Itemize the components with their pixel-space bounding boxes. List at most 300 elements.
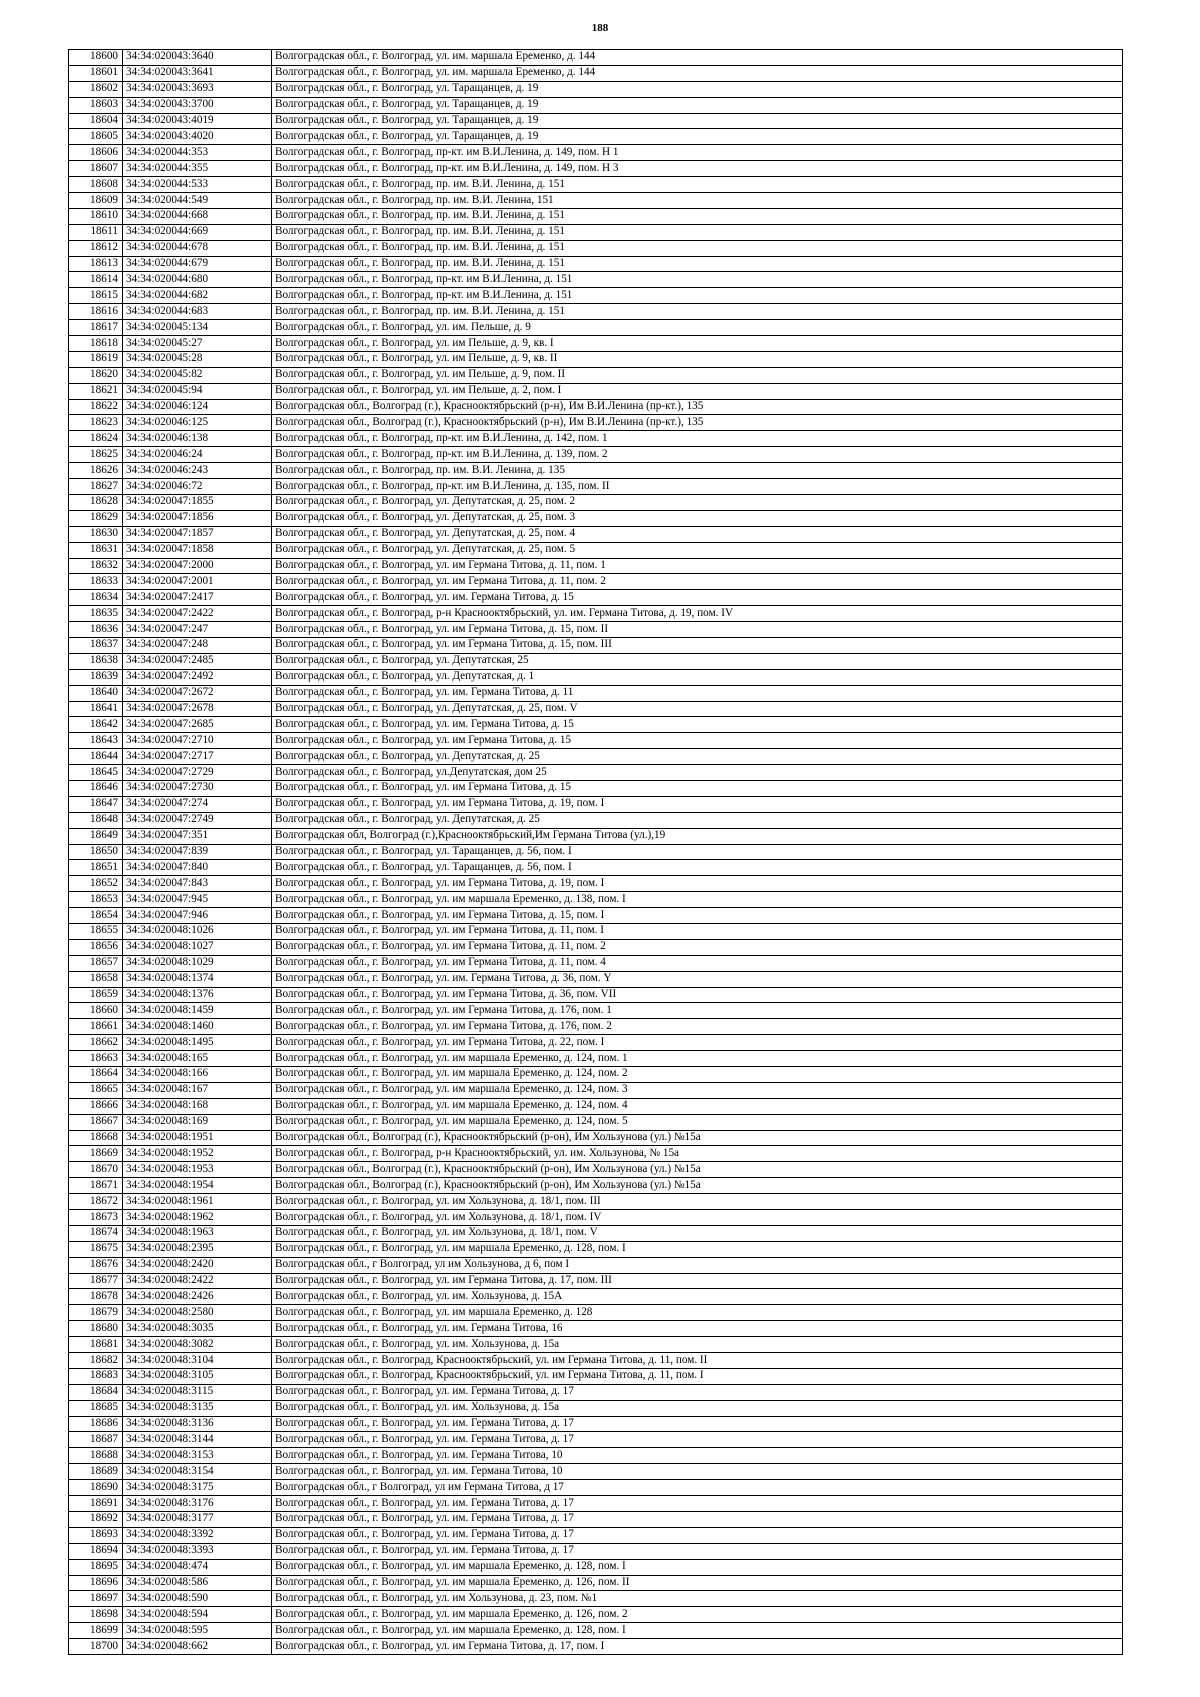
row-number: 18632: [69, 558, 123, 574]
row-number: 18649: [69, 828, 123, 844]
address: Волгоградская обл., г. Волгоград, ул. им маршала Еременко, д. 128, пом. I: [272, 1241, 1123, 1257]
address: Волгоградская обл., г. Волгоград, пр. им. В.И. Ленина, д. 151: [272, 256, 1123, 272]
row-number: 18638: [69, 653, 123, 669]
row-number: 18670: [69, 1162, 123, 1178]
table-row: [69, 1003, 1123, 1019]
cadastral-number: 34:34:020046:124: [123, 399, 272, 415]
cadastral-number: 34:34:020043:3693: [123, 81, 272, 97]
cadastral-number: 34:34:020047:945: [123, 892, 272, 908]
address: Волгоградская обл., г. Волгоград, ул. им маршала Еременко, д. 124, пом. 3: [272, 1082, 1123, 1098]
cadastral-number: 34:34:020048:662: [123, 1639, 272, 1655]
address: Волгоградская обл., г. Волгоград, ул. Таращанцев, д. 56, пом. I: [272, 860, 1123, 876]
address: Волгоградская обл., г. Волгоград, ул. им Хользунова, д. 18/1, пом. III: [272, 1194, 1123, 1210]
address: Волгоградская обл., г. Волгоград, Краснооктябрьский, ул. им Германа Титова, д. 11, пом. II: [272, 1353, 1123, 1369]
cadastral-number: 34:34:020048:1961: [123, 1194, 272, 1210]
address: Волгоградская обл., г. Волгоград, ул. Депутатская, д. 25, пом. 2: [272, 494, 1123, 510]
address: Волгоградская обл., г Волгоград, ул им Германа Титова, д 17: [272, 1480, 1123, 1496]
address: Волгоградская обл., г. Волгоград, ул. им Германа Титова, д. 11, пом. I: [272, 923, 1123, 939]
address: Волгоградская обл., Волгоград (г.), Краснооктябрьский (р-н), Им В.И.Ленина (пр-кт.), 135: [272, 399, 1123, 415]
table-row: [69, 1098, 1123, 1114]
cadastral-number: 34:34:020047:2422: [123, 606, 272, 622]
row-number: 18674: [69, 1225, 123, 1241]
table-row: [69, 1082, 1123, 1098]
cadastral-number: 34:34:020047:1856: [123, 510, 272, 526]
cadastral-number: 34:34:020048:2426: [123, 1289, 272, 1305]
table-row: [69, 177, 1123, 193]
address: Волгоградская обл., г. Волгоград, ул. им Германа Титова, д. 176, пом. 1: [272, 1003, 1123, 1019]
cadastral-number: 34:34:020048:1952: [123, 1146, 272, 1162]
address: Волгоградская обл., г. Волгоград, ул. им Германа Титова, д. 22, пом. I: [272, 1035, 1123, 1051]
table-row: [69, 828, 1123, 844]
table-row: [69, 367, 1123, 383]
row-number: 18685: [69, 1400, 123, 1416]
address: Волгоградская обл., г. Волгоград, ул. им Германа Титова, д. 15: [272, 733, 1123, 749]
address: Волгоградская обл., г. Волгоград, ул.Депутатская, дом 25: [272, 765, 1123, 781]
table-row: [69, 1194, 1123, 1210]
row-number: 18692: [69, 1511, 123, 1527]
table-row: [69, 145, 1123, 161]
table-row: [69, 574, 1123, 590]
cadastral-number: 34:34:020047:351: [123, 828, 272, 844]
table-row: [69, 193, 1123, 209]
address: Волгоградская обл., г. Волгоград, ул. Таращанцев, д. 19: [272, 113, 1123, 129]
address: Волгоградская обл., г. Волгоград, ул. им Германа Титова, д. 17, пом. I: [272, 1639, 1123, 1655]
cadastral-number: 34:34:020048:1027: [123, 939, 272, 955]
cadastral-number: 34:34:020045:94: [123, 383, 272, 399]
cadastral-number: 34:34:020043:3700: [123, 97, 272, 113]
cadastral-number: 34:34:020048:3154: [123, 1464, 272, 1480]
row-number: 18635: [69, 606, 123, 622]
cadastral-number: 34:34:020048:1951: [123, 1130, 272, 1146]
address: Волгоградская обл., г. Волгоград, пр. им. В.И. Ленина, д. 151: [272, 177, 1123, 193]
row-number: 18618: [69, 336, 123, 352]
address: Волгоградская обл., г. Волгоград, пр. им. В.И. Ленина, д. 135: [272, 463, 1123, 479]
row-number: 18675: [69, 1241, 123, 1257]
cadastral-number: 34:34:020046:24: [123, 447, 272, 463]
address: Волгоградская обл., г. Волгоград, ул. им. Германа Титова, д. 15: [272, 717, 1123, 733]
cadastral-number: 34:34:020048:586: [123, 1575, 272, 1591]
row-number: 18695: [69, 1559, 123, 1575]
row-number: 18671: [69, 1178, 123, 1194]
table-row: [69, 97, 1123, 113]
row-number: 18608: [69, 177, 123, 193]
table-row: [69, 1067, 1123, 1083]
table-row: [69, 1639, 1123, 1655]
row-number: 18651: [69, 860, 123, 876]
table-row: [69, 415, 1123, 431]
cadastral-number: 34:34:020047:946: [123, 908, 272, 924]
row-number: 18637: [69, 637, 123, 653]
row-number: 18642: [69, 717, 123, 733]
address: Волгоградская обл., г. Волгоград, ул. Таращанцев, д. 56, пом. I: [272, 844, 1123, 860]
row-number: 18658: [69, 971, 123, 987]
address: Волгоградская обл., г. Волгоград, ул. им маршала Еременко, д. 124, пом. 5: [272, 1114, 1123, 1130]
table-row: [69, 669, 1123, 685]
table-row: [69, 812, 1123, 828]
table-row: [69, 876, 1123, 892]
table-row: [69, 1464, 1123, 1480]
row-number: 18693: [69, 1527, 123, 1543]
table-row: [69, 1416, 1123, 1432]
address: Волгоградская обл., г. Волгоград, ул. им. Германа Титова, д. 17: [272, 1432, 1123, 1448]
table-row: [69, 622, 1123, 638]
row-number: 18659: [69, 987, 123, 1003]
row-number: 18645: [69, 765, 123, 781]
table-row: [69, 479, 1123, 495]
table-row: [69, 1035, 1123, 1051]
cadastral-number: 34:34:020048:166: [123, 1067, 272, 1083]
row-number: 18682: [69, 1353, 123, 1369]
row-number: 18676: [69, 1257, 123, 1273]
table-row: [69, 701, 1123, 717]
address: Волгоградская обл., г. Волгоград, ул. им. Хользунова, д. 15а: [272, 1337, 1123, 1353]
cadastral-number: 34:34:020047:2749: [123, 812, 272, 828]
cadastral-number: 34:34:020048:3175: [123, 1480, 272, 1496]
cadastral-number: 34:34:020047:274: [123, 796, 272, 812]
address: Волгоградская обл., г. Волгоград, ул. им. Германа Титова, д. 17: [272, 1416, 1123, 1432]
row-number: 18686: [69, 1416, 123, 1432]
table-row: [69, 1543, 1123, 1559]
address: Волгоградская обл., г. Волгоград, ул. им. Хользунова, д. 15а: [272, 1400, 1123, 1416]
address: Волгоградская обл., г. Волгоград, пр-кт. им В.И.Ленина, д. 149, пом. Н 1: [272, 145, 1123, 161]
table-row: [69, 1432, 1123, 1448]
address: Волгоградская обл., г. Волгоград, ул. им. Германа Титова, 10: [272, 1464, 1123, 1480]
address: Волгоградская обл., г. Волгоград, ул. им Германа Титова, д. 15, пом. III: [272, 637, 1123, 653]
row-number: 18673: [69, 1210, 123, 1226]
cadastral-number: 34:34:020046:138: [123, 431, 272, 447]
table-row: [69, 129, 1123, 145]
address: Волгоградская обл., г. Волгоград, ул. им Германа Титова, д. 15, пом. II: [272, 622, 1123, 638]
cadastral-number: 34:34:020045:134: [123, 320, 272, 336]
address: Волгоградская обл., г. Волгоград, ул. Депутатская, д. 25: [272, 749, 1123, 765]
table-row: [69, 939, 1123, 955]
address: Волгоградская обл., г. Волгоград, ул. Депутатская, д. 25, пом. 3: [272, 510, 1123, 526]
address: Волгоградская обл., г. Волгоград, ул. им. Хользунова, д. 15А: [272, 1289, 1123, 1305]
address: Волгоградская обл., г. Волгоград, р-н Краснооктябрьский, ул. им. Германа Титова, д. 19, пом. IV: [272, 606, 1123, 622]
cadastral-number: 34:34:020045:82: [123, 367, 272, 383]
address: Волгоградская обл., г. Волгоград, ул. Депутатская, 25: [272, 653, 1123, 669]
table-row: [69, 1337, 1123, 1353]
row-number: 18605: [69, 129, 123, 145]
address: Волгоградская обл., г. Волгоград, р-н Краснооктябрьский, ул. им. Хользунова, № 15а: [272, 1146, 1123, 1162]
cadastral-number: 34:34:020048:1029: [123, 955, 272, 971]
address: Волгоградская обл., г. Волгоград, ул. им маршала Еременко, д. 124, пом. 2: [272, 1067, 1123, 1083]
address: Волгоградская обл., г. Волгоград, ул. Депутатская, д. 25, пом. 5: [272, 542, 1123, 558]
table-row: [69, 208, 1123, 224]
row-number: 18639: [69, 669, 123, 685]
row-number: 18666: [69, 1098, 123, 1114]
cadastral-number: 34:34:020048:3177: [123, 1511, 272, 1527]
row-number: 18631: [69, 542, 123, 558]
row-number: 18679: [69, 1305, 123, 1321]
cadastral-number: 34:34:020047:1858: [123, 542, 272, 558]
table-row: [69, 1146, 1123, 1162]
table-row: [69, 749, 1123, 765]
cadastral-number: 34:34:020047:2492: [123, 669, 272, 685]
cadastral-number: 34:34:020048:3104: [123, 1353, 272, 1369]
table-row: [69, 844, 1123, 860]
row-number: 18641: [69, 701, 123, 717]
table-row: [69, 113, 1123, 129]
cadastral-number: 34:34:020045:28: [123, 351, 272, 367]
address: Волгоградская обл., г. Волгоград, ул. им. Германа Титова, д. 17: [272, 1496, 1123, 1512]
table-row: [69, 1321, 1123, 1337]
cadastral-number: 34:34:020046:72: [123, 479, 272, 495]
row-number: 18669: [69, 1146, 123, 1162]
table-row: [69, 971, 1123, 987]
address: Волгоградская обл., Волгоград (г.), Краснооктябрьский (р-н), Им В.И.Ленина (пр-кт.), 135: [272, 415, 1123, 431]
row-number: 18664: [69, 1067, 123, 1083]
row-number: 18611: [69, 224, 123, 240]
address: Волгоградская обл., г. Волгоград, пр. им. В.И. Ленина, д. 151: [272, 208, 1123, 224]
cadastral-number: 34:34:020045:27: [123, 336, 272, 352]
registry-body: [69, 50, 1123, 1655]
row-number: 18667: [69, 1114, 123, 1130]
table-row: [69, 1448, 1123, 1464]
table-row: [69, 542, 1123, 558]
table-row: [69, 1289, 1123, 1305]
row-number: 18661: [69, 1019, 123, 1035]
row-number: 18604: [69, 113, 123, 129]
cadastral-number: 34:34:020048:3392: [123, 1527, 272, 1543]
address: Волгоградская обл., г. Волгоград, ул. им Пельше, д. 2, пом. I: [272, 383, 1123, 399]
cadastral-number: 34:34:020044:678: [123, 240, 272, 256]
cadastral-number: 34:34:020047:2678: [123, 701, 272, 717]
table-row: [69, 1130, 1123, 1146]
cadastral-number: 34:34:020048:595: [123, 1623, 272, 1639]
address: Волгоградская обл., г. Волгоград, ул. Таращанцев, д. 19: [272, 81, 1123, 97]
table-row: [69, 1496, 1123, 1512]
cadastral-number: 34:34:020048:3393: [123, 1543, 272, 1559]
table-row: [69, 494, 1123, 510]
row-number: 18690: [69, 1480, 123, 1496]
cadastral-number: 34:34:020048:2422: [123, 1273, 272, 1289]
row-number: 18700: [69, 1639, 123, 1655]
address: Волгоградская обл., г. Волгоград, ул. им Пельше, д. 9, пом. II: [272, 367, 1123, 383]
cadastral-number: 34:34:020048:590: [123, 1591, 272, 1607]
row-number: 18624: [69, 431, 123, 447]
row-number: 18647: [69, 796, 123, 812]
address: Волгоградская обл., г. Волгоград, ул. им Германа Титова, д. 17, пом. III: [272, 1273, 1123, 1289]
cadastral-number: 34:34:020048:1374: [123, 971, 272, 987]
table-row: [69, 1559, 1123, 1575]
address: Волгоградская обл., г. Волгоград, ул. им. Германа Титова, д. 11: [272, 685, 1123, 701]
address: Волгоградская обл., г. Волгоград, ул. Депутатская, д. 25: [272, 812, 1123, 828]
table-row: [69, 431, 1123, 447]
row-number: 18633: [69, 574, 123, 590]
address: Волгоградская обл., г. Волгоград, ул. им Германа Титова, д. 176, пом. 2: [272, 1019, 1123, 1035]
cadastral-number: 34:34:020047:840: [123, 860, 272, 876]
row-number: 18687: [69, 1432, 123, 1448]
address: Волгоградская обл., г. Волгоград, ул. им Хользунова, д. 18/1, пом. IV: [272, 1210, 1123, 1226]
table-row: [69, 1511, 1123, 1527]
row-number: 18609: [69, 193, 123, 209]
table-row: [69, 1368, 1123, 1384]
table-row: [69, 1480, 1123, 1496]
cadastral-number: 34:34:020047:2685: [123, 717, 272, 733]
row-number: 18643: [69, 733, 123, 749]
address: Волгоградская обл., г. Волгоград, ул. им Германа Титова, д. 15: [272, 780, 1123, 796]
cadastral-number: 34:34:020044:549: [123, 193, 272, 209]
address: Волгоградская обл., г. Волгоград, ул. Депутатская, д. 1: [272, 669, 1123, 685]
registry-table: [68, 49, 1123, 1655]
address: Волгоградская обл., г. Волгоград, ул. им. Германа Титова, д. 15: [272, 590, 1123, 606]
cadastral-number: 34:34:020048:167: [123, 1082, 272, 1098]
cadastral-number: 34:34:020048:2395: [123, 1241, 272, 1257]
row-number: 18612: [69, 240, 123, 256]
cadastral-number: 34:34:020047:2730: [123, 780, 272, 796]
table-row: [69, 510, 1123, 526]
table-row: [69, 463, 1123, 479]
row-number: 18684: [69, 1384, 123, 1400]
table-row: [69, 1623, 1123, 1639]
row-number: 18696: [69, 1575, 123, 1591]
row-number: 18623: [69, 415, 123, 431]
address: Волгоградская обл., г. Волгоград, ул. им маршала Еременко, д. 126, пом. 2: [272, 1607, 1123, 1623]
row-number: 18625: [69, 447, 123, 463]
table-row: [69, 161, 1123, 177]
row-number: 18636: [69, 622, 123, 638]
row-number: 18689: [69, 1464, 123, 1480]
address: Волгоградская обл., г. Волгоград, пр. им. В.И. Ленина, 151: [272, 193, 1123, 209]
address: Волгоградская обл., г. Волгоград, ул. им. Германа Титова, 10: [272, 1448, 1123, 1464]
address: Волгоградская обл., г. Волгоград, ул. им. Германа Титова, д. 17: [272, 1527, 1123, 1543]
table-row: [69, 765, 1123, 781]
table-row: [69, 780, 1123, 796]
row-number: 18614: [69, 272, 123, 288]
table-row: [69, 383, 1123, 399]
cadastral-number: 34:34:020047:2000: [123, 558, 272, 574]
table-row: [69, 1051, 1123, 1067]
address: Волгоградская обл., г. Волгоград, ул. им Хользунова, д. 18/1, пом. V: [272, 1225, 1123, 1241]
row-number: 18619: [69, 351, 123, 367]
cadastral-number: 34:34:020047:843: [123, 876, 272, 892]
cadastral-number: 34:34:020048:3035: [123, 1321, 272, 1337]
row-number: 18626: [69, 463, 123, 479]
row-number: 18652: [69, 876, 123, 892]
address: Волгоградская обл., г. Волгоград, ул. Таращанцев, д. 19: [272, 129, 1123, 145]
row-number: 18678: [69, 1289, 123, 1305]
row-number: 18617: [69, 320, 123, 336]
table-row: [69, 637, 1123, 653]
cadastral-number: 34:34:020048:165: [123, 1051, 272, 1067]
row-number: 18634: [69, 590, 123, 606]
table-row: [69, 1527, 1123, 1543]
table-row: [69, 1353, 1123, 1369]
address: Волгоградская обл., Волгоград (г.), Краснооктябрьский (р-он), Им Хользунова (ул.) №15а: [272, 1162, 1123, 1178]
address: Волгоградская обл., г. Волгоград, пр-кт. им В.И.Ленина, д. 142, пом. 1: [272, 431, 1123, 447]
cadastral-number: 34:34:020047:2001: [123, 574, 272, 590]
cadastral-number: 34:34:020046:125: [123, 415, 272, 431]
row-number: 18650: [69, 844, 123, 860]
address: Волгоградская обл., г. Волгоград, ул. им Германа Титова, д. 19, пом. I: [272, 876, 1123, 892]
address: Волгоградская обл., г. Волгоград, пр. им. В.И. Ленина, д. 151: [272, 304, 1123, 320]
table-row: [69, 1305, 1123, 1321]
row-number: 18646: [69, 780, 123, 796]
page-number: 188: [591, 22, 609, 34]
row-number: 18606: [69, 145, 123, 161]
address: Волгоградская обл., г. Волгоград, пр. им. В.И. Ленина, д. 151: [272, 240, 1123, 256]
cadastral-number: 34:34:020047:839: [123, 844, 272, 860]
cadastral-number: 34:34:020048:1376: [123, 987, 272, 1003]
table-row: [69, 1591, 1123, 1607]
cadastral-number: 34:34:020044:355: [123, 161, 272, 177]
cadastral-number: 34:34:020047:2485: [123, 653, 272, 669]
address: Волгоградская обл., г. Волгоград, ул. им маршала Еременко, д. 138, пом. I: [272, 892, 1123, 908]
table-row: [69, 272, 1123, 288]
cadastral-number: 34:34:020048:3115: [123, 1384, 272, 1400]
address: Волгоградская обл., г. Волгоград, ул. им Пельше, д. 9, кв. I: [272, 336, 1123, 352]
address: Волгоградская обл., г. Волгоград, ул. им Германа Титова, д. 36, пом. VII: [272, 987, 1123, 1003]
cadastral-number: 34:34:020047:2710: [123, 733, 272, 749]
table-row: [69, 1162, 1123, 1178]
row-number: 18668: [69, 1130, 123, 1146]
row-number: 18630: [69, 526, 123, 542]
address: Волгоградская обл., г. Волгоград, ул. им. Германа Титова, д. 17: [272, 1543, 1123, 1559]
cadastral-number: 34:34:020048:1963: [123, 1225, 272, 1241]
address: Волгоградская обл., г. Волгоград, ул. им маршала Еременко, д. 128, пом. I: [272, 1559, 1123, 1575]
table-row: [69, 1257, 1123, 1273]
row-number: 18672: [69, 1194, 123, 1210]
row-number: 18677: [69, 1273, 123, 1289]
cadastral-number: 34:34:020047:1855: [123, 494, 272, 510]
cadastral-number: 34:34:020048:3105: [123, 1368, 272, 1384]
cadastral-number: 34:34:020044:353: [123, 145, 272, 161]
address: Волгоградская обл., г. Волгоград, пр. им. В.И. Ленина, д. 151: [272, 224, 1123, 240]
address: Волгоградская обл., г. Волгоград, ул. Депутатская, д. 25, пом. V: [272, 701, 1123, 717]
row-number: 18616: [69, 304, 123, 320]
cadastral-number: 34:34:020047:2417: [123, 590, 272, 606]
table-row: [69, 1384, 1123, 1400]
cadastral-number: 34:34:020048:1954: [123, 1178, 272, 1194]
cadastral-number: 34:34:020048:1962: [123, 1210, 272, 1226]
table-row: [69, 1241, 1123, 1257]
address: Волгоградская обл, Волгоград (г.),Краснооктябрьский,Им Германа Титова (ул.),19: [272, 828, 1123, 844]
table-row: [69, 399, 1123, 415]
cadastral-number: 34:34:020044:668: [123, 208, 272, 224]
address: Волгоградская обл., г. Волгоград, ул. им. Германа Титова, 16: [272, 1321, 1123, 1337]
table-row: [69, 1210, 1123, 1226]
table-row: [69, 526, 1123, 542]
address: Волгоградская обл., г. Волгоград, ул. им маршала Еременко, д. 128: [272, 1305, 1123, 1321]
row-number: 18656: [69, 939, 123, 955]
cadastral-number: 34:34:020048:2580: [123, 1305, 272, 1321]
cadastral-number: 34:34:020043:4019: [123, 113, 272, 129]
row-number: 18699: [69, 1623, 123, 1639]
table-row: [69, 336, 1123, 352]
cadastral-number: 34:34:020048:1953: [123, 1162, 272, 1178]
table-row: [69, 685, 1123, 701]
cadastral-number: 34:34:020046:243: [123, 463, 272, 479]
cadastral-number: 34:34:020048:3176: [123, 1496, 272, 1512]
table-row: [69, 717, 1123, 733]
address: Волгоградская обл., г. Волгоград, Краснооктябрьский, ул. им Германа Титова, д. 11, пом. I: [272, 1368, 1123, 1384]
address: Волгоградская обл., г. Волгоград, ул. им маршала Еременко, д. 128, пом. I: [272, 1623, 1123, 1639]
table-row: [69, 1273, 1123, 1289]
address: Волгоградская обл., г. Волгоград, ул. им. Германа Титова, д. 36, пом. Y: [272, 971, 1123, 987]
address: Волгоградская обл., Волгоград (г.), Краснооктябрьский (р-он), Им Хользунова (ул.) №15а: [272, 1130, 1123, 1146]
table-row: [69, 1178, 1123, 1194]
row-number: 18681: [69, 1337, 123, 1353]
row-number: 18613: [69, 256, 123, 272]
row-number: 18629: [69, 510, 123, 526]
address: Волгоградская обл., г. Волгоград, ул. им Германа Титова, д. 11, пом. 4: [272, 955, 1123, 971]
address: Волгоградская обл., г. Волгоград, ул. им Пельше, д. 9, кв. II: [272, 351, 1123, 367]
cadastral-number: 34:34:020048:1459: [123, 1003, 272, 1019]
row-number: 18628: [69, 494, 123, 510]
row-number: 18663: [69, 1051, 123, 1067]
table-row: [69, 50, 1123, 66]
